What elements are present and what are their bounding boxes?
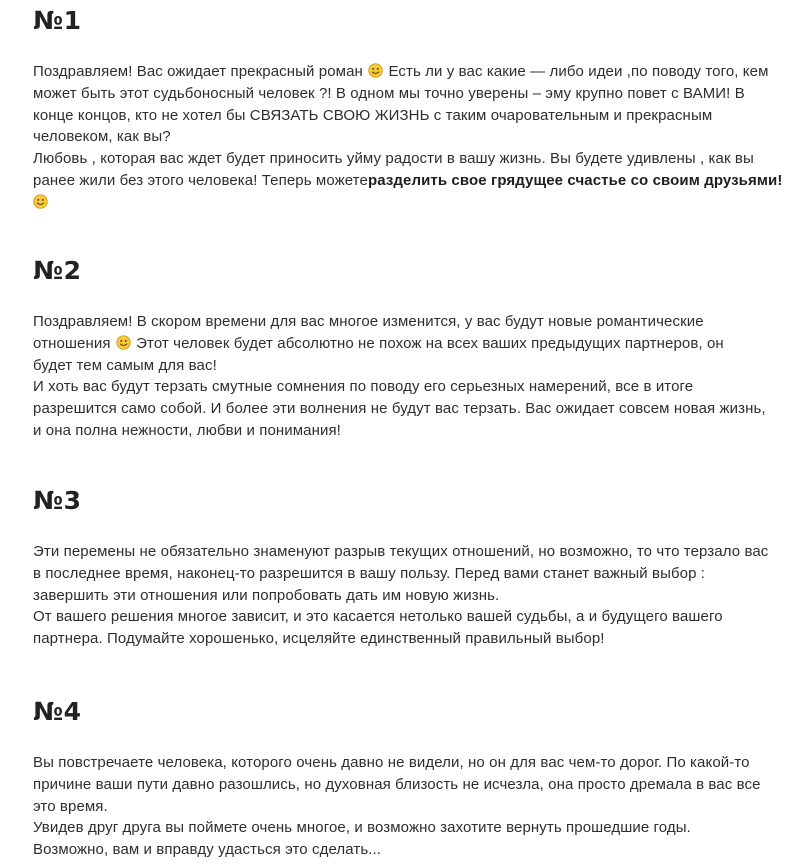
fortune-section-2 xyxy=(33,256,803,442)
text-line: Поздравляем! В скором времени для вас многое изменится, у вас будут новые романтические xyxy=(33,313,704,330)
text-line: ранее жили без этого человека! Теперь можетеразделить свое грядущее счастье со своим друзьями! xyxy=(33,171,783,189)
fortune-section-1 xyxy=(33,6,803,214)
text-line: это время. xyxy=(33,797,108,815)
bold-call-to-action: разделить свое грядущее счастье со своим друзьями! xyxy=(367,171,783,189)
text-line: партнера. Подумайте хорошенько, исцеляйте единственный правильный выбор! xyxy=(33,630,605,648)
text-line: завершить эти отношения или попробовать дать им новую жизнь. xyxy=(33,586,500,604)
section-paragraph xyxy=(33,311,803,442)
fortune-section-4 xyxy=(33,697,803,861)
text-line: будет тем самым для вас! xyxy=(33,356,217,374)
text-line: Возможно, вам и вправду удасться это сделать... xyxy=(33,841,382,859)
text-line: может быть этот судьбоносный человек ?! В одном мы точно уверены – эму крупно повет с ВАМИ! В xyxy=(33,84,745,102)
text-line: Эти перемены не обязательно знаменуют разрыв текущих отношений, но возможно, то что терзало вас xyxy=(33,543,769,560)
smiley-emoji-icon xyxy=(33,194,48,209)
text-line: От вашего решения многое зависит, и это касается нетолько вашей судьбы, а и будущего вашего xyxy=(33,608,723,626)
section-paragraph xyxy=(33,752,803,861)
text-line: разрешится само собой. И более эти волнения не будут вас терзать. Вас ожидает совсем новая жизнь, xyxy=(33,400,766,418)
smiley-emoji-icon xyxy=(368,63,383,78)
text-line: и она полна нежности, любви и понимания! xyxy=(33,421,341,439)
text-line: в последнее время, наконец-то разрешится в вашу пользу. Перед вами станет важный выбор : xyxy=(33,564,706,582)
text-line: причине ваши пути давно разошлись, но духовная близость не исчезла, она просто дремала в вас все xyxy=(33,775,761,793)
section-paragraph xyxy=(33,541,803,650)
text-line: конце концов, кто не хотел бы СВЯЗАТЬ СВОЮ ЖИЗНЬ с таким очаровательным и прекрасным xyxy=(33,106,713,124)
fortune-section-3 xyxy=(33,486,803,650)
text-line: человеком, как вы? xyxy=(33,128,171,146)
text-line: Вы повстречаете человека, которого очень давно не видели, но он для вас чем-то дорог. По какой-то xyxy=(33,754,750,771)
section-heading: №1 xyxy=(33,6,82,35)
text-line: Поздравляем! Вас ожидает прекрасный роман Есть ли у вас какие — либо идеи ,по поводу того, кем xyxy=(33,63,769,80)
text-line: И хоть вас будут терзать смутные сомнения по поводу его серьезных намерений, все в итоге xyxy=(33,378,694,396)
smiley-emoji-icon xyxy=(116,335,131,350)
text-line: Увидев друг друга вы поймете очень многое, и возможно захотите вернуть прошедшие годы. xyxy=(33,819,691,837)
text-line: отношения Этот человек будет абсолютно не похож на всех ваших предыдущих партнеров, он xyxy=(33,334,724,352)
section-heading: №4 xyxy=(33,697,82,726)
section-heading: №2 xyxy=(33,256,82,285)
section-heading: №3 xyxy=(33,486,82,515)
text-line xyxy=(33,192,803,214)
section-paragraph xyxy=(33,61,803,214)
text-line: Любовь , которая вас ждет будет приносить уйму радости в вашу жизнь. Вы будете удивлены , как вы xyxy=(33,150,754,168)
